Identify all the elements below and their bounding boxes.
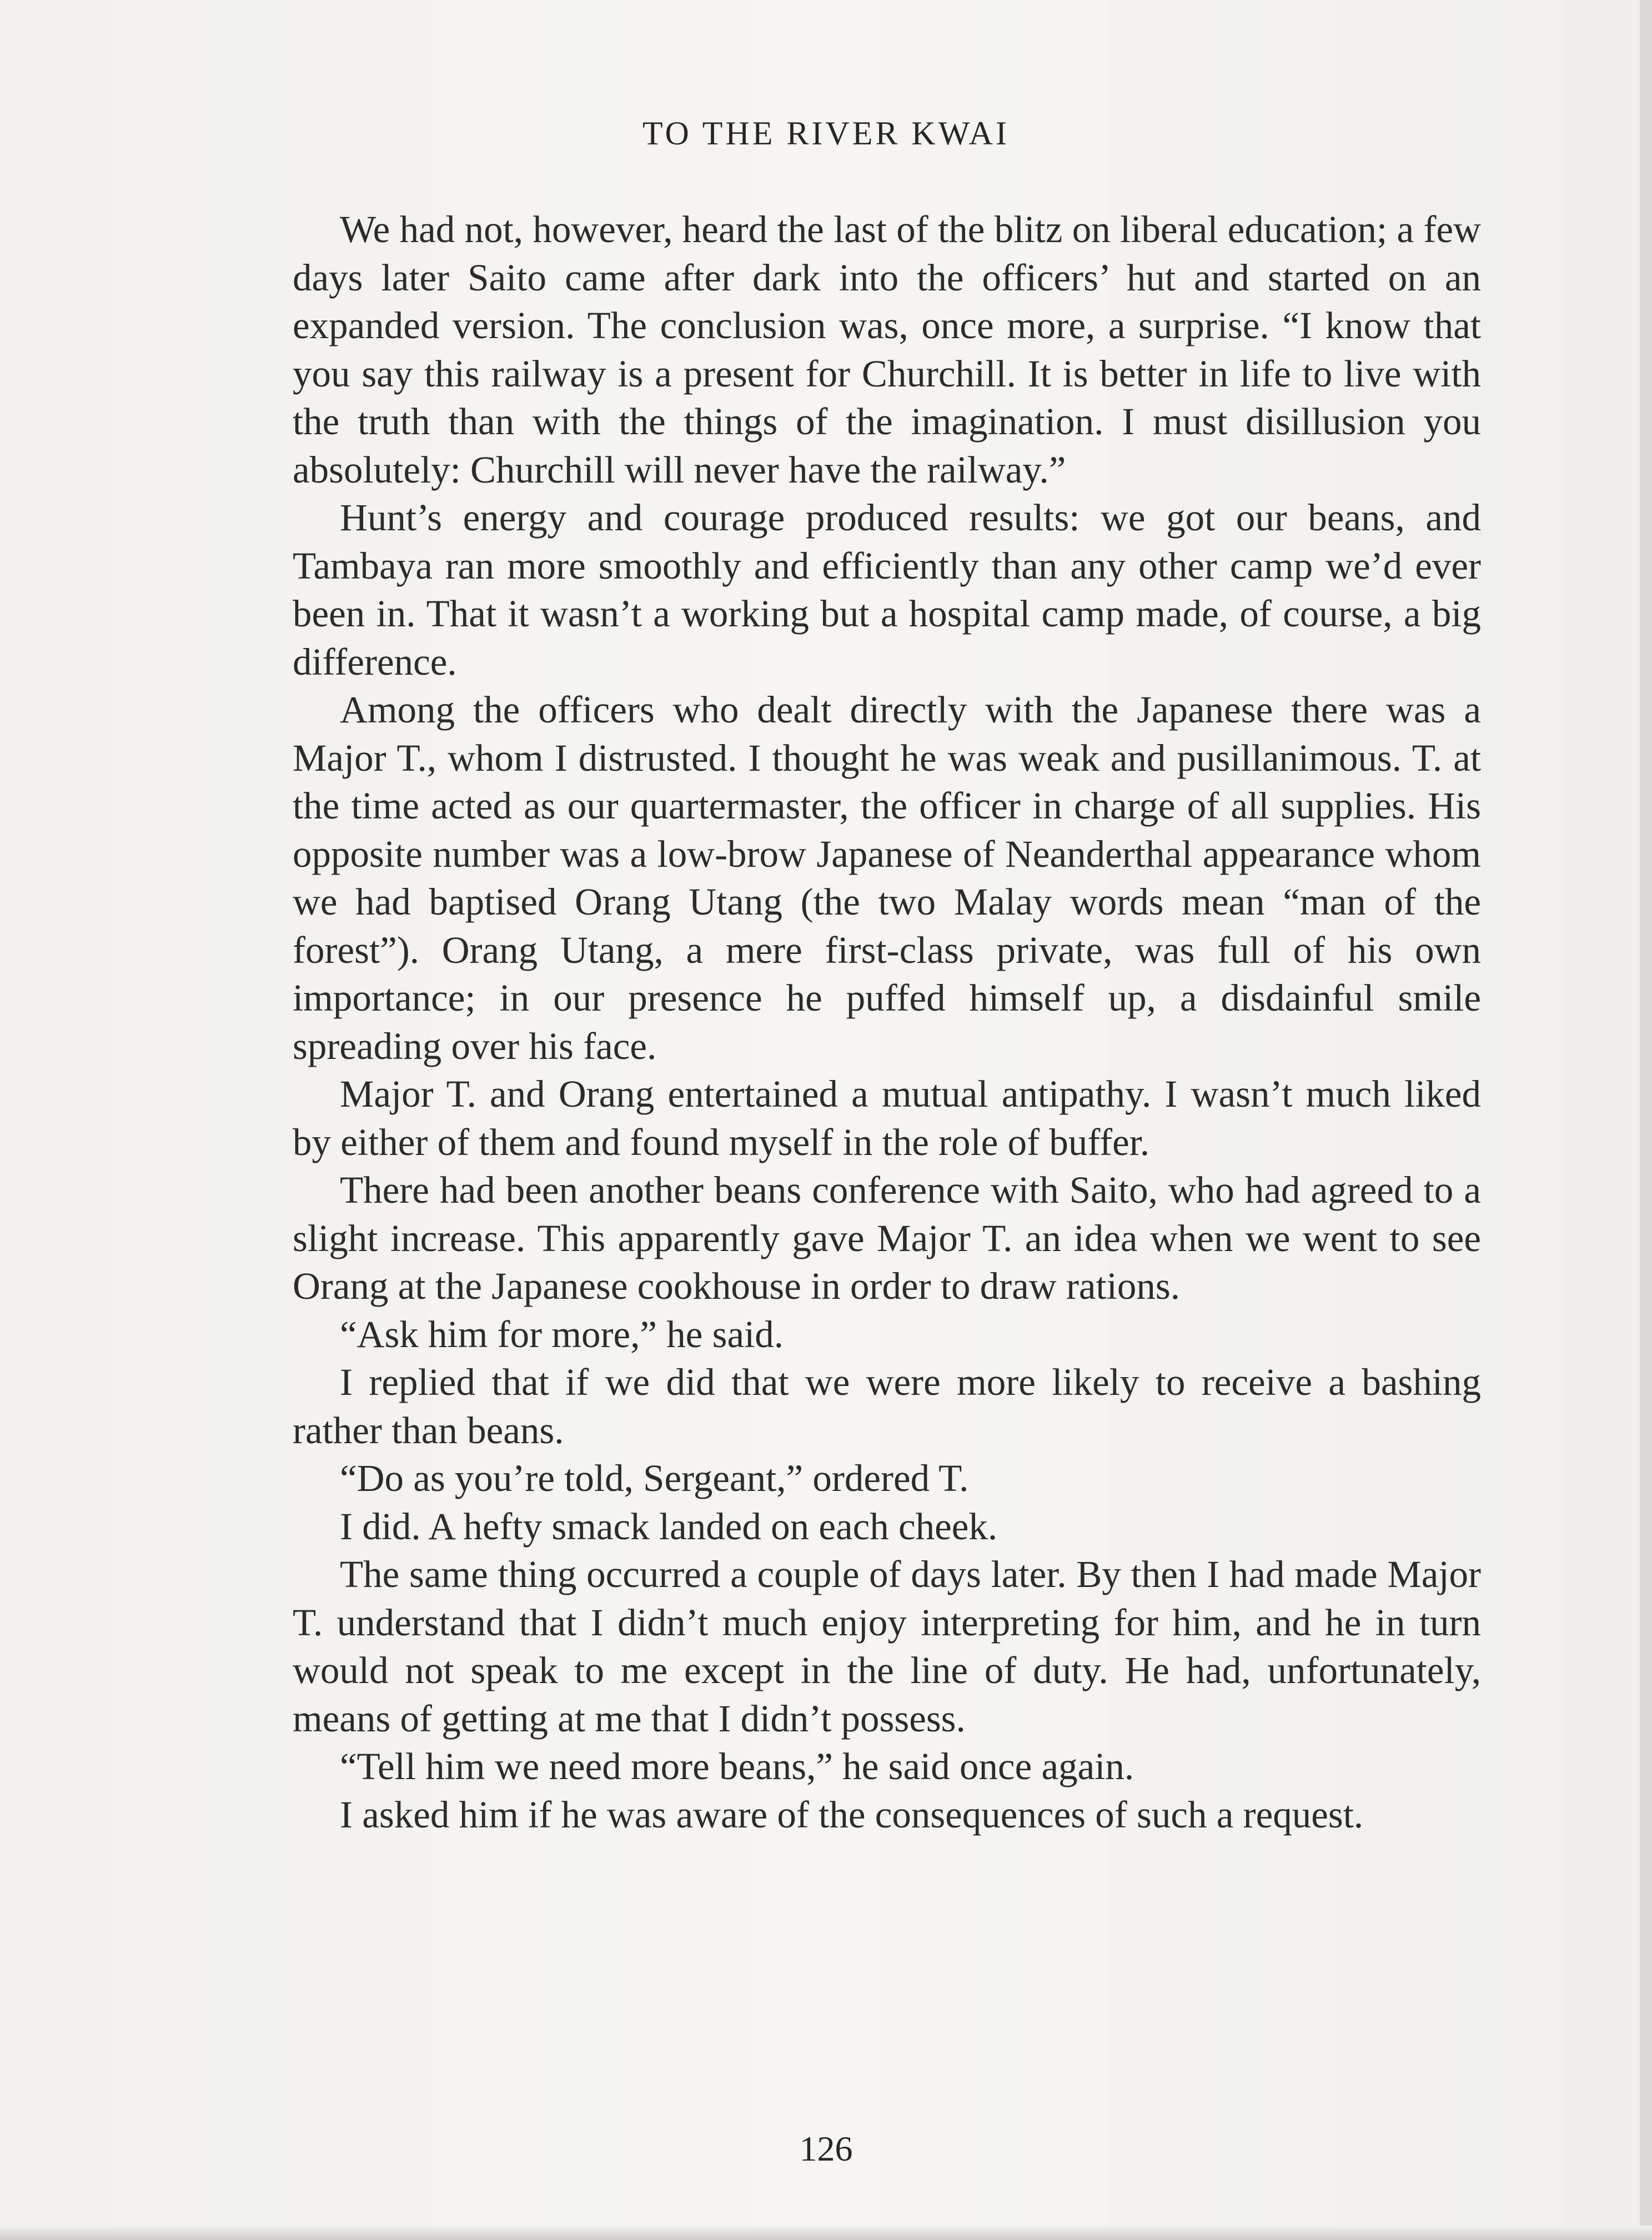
- paragraph: There had been another beans conference with Saito, who had agreed to a slight increase. This apparently gave Major T. an idea when we went to see Orang at the Japanese cookhouse in order to draw rations.: [293, 1169, 1481, 1307]
- scan-edge-bottom: [0, 2226, 1652, 2240]
- paragraph: Hunt’s energy and courage produced results: we got our beans, and Tambaya ran more smoothly and efficiently than any other camp we’d ever been in. That it wasn’t a working but a hospital camp made, of course, a big difference.: [293, 496, 1481, 683]
- paragraph: “Do as you’re told, Sergeant,” ordered T.: [340, 1457, 969, 1499]
- scan-edge-right: [1640, 0, 1652, 2240]
- body-text: [293, 205, 1481, 1839]
- paragraph: I replied that if we did that we were more likely to receive a bashing rather than beans.: [293, 1361, 1481, 1452]
- page-number: 126: [799, 2129, 853, 2168]
- running-head: TO THE RIVER KWAI: [642, 115, 1010, 152]
- paragraph: I did. A hefty smack landed on each cheek.: [340, 1505, 998, 1548]
- paragraph: The same thing occurred a couple of days later. By then I had made Major T. understand that I didn’t much enjoy interpreting for him, and he in turn would not speak to me except in the line of duty. He had, unfortunately, means of getting at me that I didn’t possess.: [293, 1553, 1481, 1740]
- paragraph: “Tell him we need more beans,” he said once again.: [340, 1745, 1134, 1787]
- paragraph: I asked him if he was aware of the consequences of such a request.: [340, 1793, 1364, 1836]
- paragraph: Among the officers who dealt directly with the Japanese there was a Major T., whom I distrusted. I thought he was weak and pusillanimous. T. at the time acted as our quartermaster, the officer in charge of all supplies. His opposite number was a low-brow Japanese of Neanderthal appearance whom we had baptised Orang Utang (the two Malay words mean “man of the forest”). Orang Utang, a mere first-class private, was full of his own importance; in our presence he puffed himself up, a disdainful smile spreading over his face.: [293, 689, 1481, 1067]
- paragraph: Major T. and Orang entertained a mutual antipathy. I wasn’t much liked by either of them and found myself in the role of buffer.: [293, 1073, 1481, 1163]
- paragraph: “Ask him for more,” he said.: [340, 1313, 784, 1355]
- paragraph: We had not, however, heard the last of the blitz on liberal education; a few days later Saito came after dark into the officers’ hut and started on an expanded version. The conclusion was, once more, a surprise. “I know that you say this railway is a present for Churchill. It is better in life to live with the truth than with the things of the imagination. I must disillusion you absolutely: Churchill will never have the railway.”: [293, 208, 1481, 491]
